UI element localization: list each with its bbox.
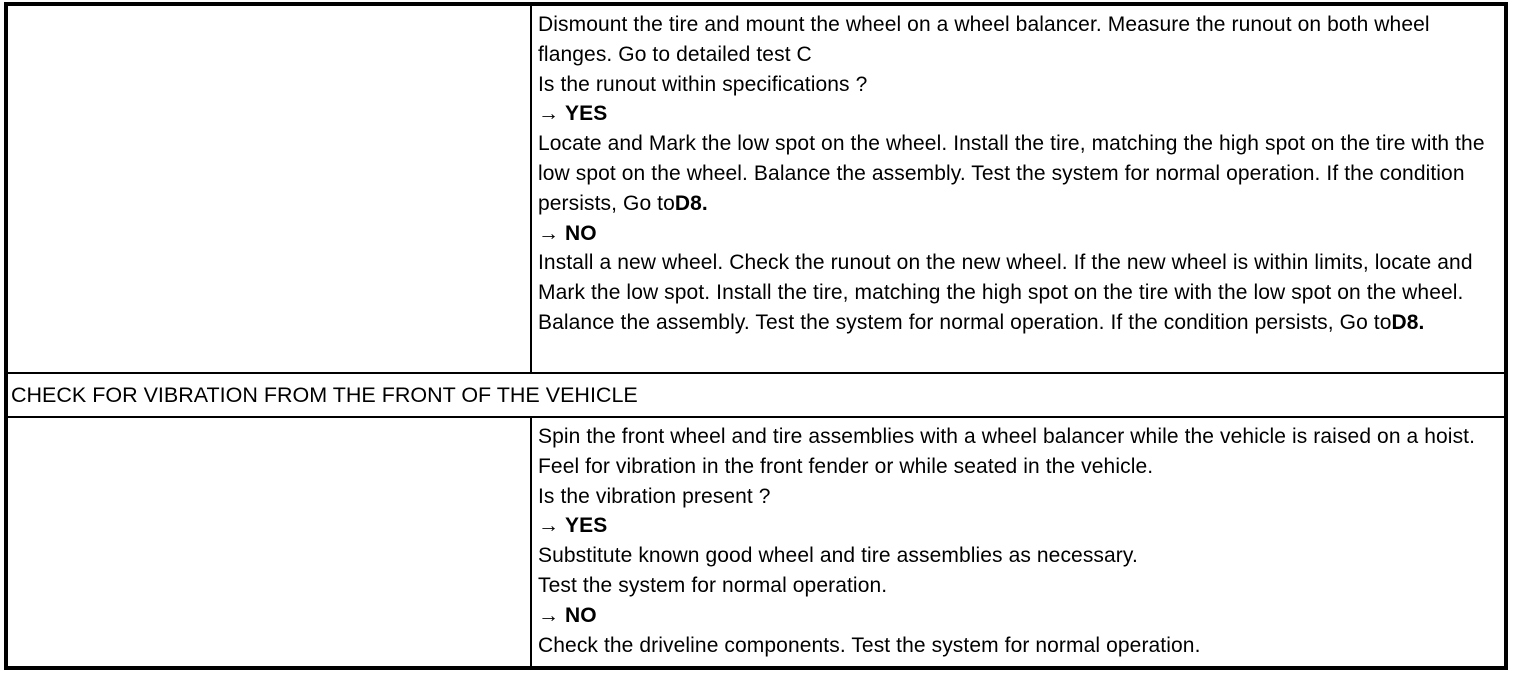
- text-segment: Spin the front wheel and tire assemblies with a wheel balancer while the vehicle is raised on a hoist. Feel for vibration in the front fender or while seated in the vehicle.: [538, 425, 1476, 478]
- section-header-title: CHECK FOR VIBRATION FROM THE FRONT OF THE VEHICLE: [11, 383, 638, 407]
- bold-text-segment: YES: [565, 102, 608, 126]
- paragraph-line: [538, 70, 1498, 100]
- paragraph-line: [538, 248, 1498, 337]
- action-cell-empty: [8, 418, 532, 666]
- paragraph-line: [538, 422, 1498, 482]
- text-segment: Test the system for normal operation.: [538, 573, 888, 597]
- paragraph-line: [538, 571, 1498, 601]
- text-segment: Locate and Mark the low spot on the wheel. Install the tire, matching the high spot on the tire with the low spot on the wheel. Balance the assembly. Test the system for normal operation. If the condition persists, Go to: [538, 132, 1485, 215]
- text-segment: Install a new wheel. Check the runout on the new wheel. If the new wheel is within limits, locate and Mark the low spot. Install the tire, matching the high spot on the tire with the low spot on the wheel. Balance the assembly. Test the system for normal operation. If the condition persists, Go to: [538, 251, 1473, 334]
- result-cell: [532, 418, 1504, 666]
- paragraph-line: [538, 10, 1498, 70]
- text-segment: Is the vibration present ?: [538, 484, 771, 508]
- bold-text-segment: NO: [565, 603, 597, 627]
- table-row: [8, 418, 1504, 666]
- text-segment: →: [538, 603, 566, 627]
- result-cell: [532, 6, 1504, 372]
- section-header-row: [8, 374, 1504, 418]
- text-segment: →: [538, 514, 566, 538]
- paragraph-line: [538, 482, 1498, 512]
- paragraph-line: [538, 631, 1498, 661]
- text-segment: Substitute known good wheel and tire assemblies as necessary.: [538, 544, 1138, 568]
- bold-text-segment: D8.: [674, 191, 708, 215]
- text-segment: →: [538, 221, 566, 245]
- paragraph-line: [538, 601, 1498, 631]
- bold-text-segment: D8.: [1391, 310, 1425, 334]
- paragraph-line: [538, 511, 1498, 541]
- table-row: [8, 6, 1504, 374]
- text-segment: Dismount the tire and mount the wheel on a wheel balancer. Measure the runout on both wheel flanges. Go to detailed test C: [538, 13, 1430, 66]
- action-cell-empty: [8, 6, 532, 372]
- paragraph-line: [538, 99, 1498, 129]
- bold-text-segment: YES: [565, 514, 608, 538]
- text-segment: Is the runout within specifications ?: [538, 72, 868, 96]
- text-segment: →: [538, 102, 566, 126]
- paragraph-line: [538, 219, 1498, 249]
- paragraph-line: [538, 129, 1498, 218]
- bold-text-segment: NO: [565, 221, 597, 245]
- text-segment: Check the driveline components. Test the system for normal operation.: [538, 633, 1201, 657]
- paragraph-line: [538, 541, 1498, 571]
- diagnostic-table: [4, 2, 1508, 670]
